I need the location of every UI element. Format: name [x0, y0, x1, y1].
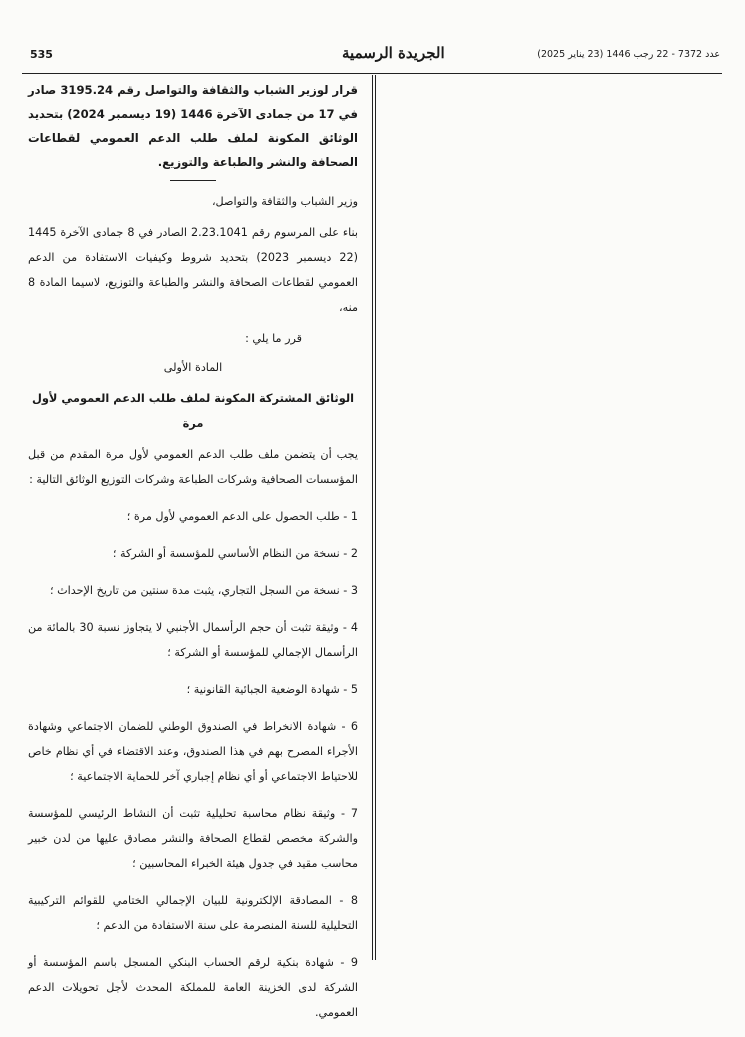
list-item: 4 - وثيقة تثبت أن حجم الرأسمال الأجنبي لا يتجاوز نسبة 30 بالمائة من الرأسمال الإجمالي للمؤسسة أو الشركة ؛: [28, 621, 358, 659]
list-item: 3 - نسخة من السجل التجاري، يثبت مدة سنتين من تاريخ الإحداث ؛: [50, 584, 358, 597]
minister-line: وزير الشباب والثقافة والتواصل،: [211, 195, 358, 208]
article-intro: يجب أن يتضمن ملف طلب الدعم العمومي لأول مرة المقدم من قبل المؤسسات الصحافية وشركات الطباعة وشركات التوزيع الوثائق التالية :: [28, 448, 358, 486]
list-item: 1 - طلب الحصول على الدعم العمومي لأول مرة ؛: [126, 510, 358, 523]
preamble: بناء على المرسوم رقم 2.23.1041 الصادر في 8 جمادى الآخرة 1445 (22 ديسمبر 2023) بتحديد شروط وكيفيات الاستفادة من الدعم العمومي لقطاعات الصحافة والنشر والطباعة والتوزيع، لاسيما المادة 8 منه،: [28, 226, 358, 314]
list-item: 8 - المصادقة الإلكترونية للبيان الإجمالي الختامي للقوائم التركيبية التحليلية للسنة المنصرمة على سنة الاستفادة من الدعم ؛: [28, 894, 358, 932]
decree-title: قرار لوزير الشباب والثقافة والتواصل رقم 3195.24 صادر في 17 من جمادى الآخرة 1446 (19 ديسمبر 2024) بتحديد الوثائق المكونة لملف طلب الدعم العمومي لقطاعات الصحافة والنشر والطباعة والتوزيع.: [28, 83, 359, 169]
column-divider: [372, 75, 373, 960]
list-item: 2 - نسخة من النظام الأساسي للمؤسسة أو الشركة ؛: [112, 547, 358, 560]
issue-info: عدد 7372 - 22 رجب 1446 (23 يناير 2025): [537, 49, 720, 60]
header-rule: [22, 73, 722, 74]
article-column: [28, 78, 358, 1037]
list-item: 5 - شهادة الوضعية الجبائية القانونية ؛: [186, 683, 358, 696]
list-item: 6 - شهادة الانخراط في الصندوق الوطني للضمان الاجتماعي وشهادة الأجراء المصرح بهم في هذا الصندوق، وعند الاقتضاء في أي نظام خاص للاحتياط الاجتماعي أو أي نظام إجباري آخر للحماية الاجتماعية ؛: [28, 720, 358, 783]
journal-title: الجريدة الرسمية: [342, 44, 445, 62]
list-item: 7 - وثيقة نظام محاسبة تحليلية تثبت أن النشاط الرئيسي للمؤسسة والشركة مخصص لقطاع الصحافة والنشر مصادق عليها من لدن خبير محاسب مقيد في جدول هيئة الخبراء المحاسبين ؛: [28, 807, 358, 870]
page-header: [22, 40, 722, 74]
column-divider-inner: [375, 75, 376, 960]
title-separator: [170, 180, 216, 181]
page-number: 535: [30, 48, 53, 61]
list-item: 9 - شهادة بنكية لرقم الحساب البنكي المسجل باسم المؤسسة أو الشركة لدى الخزينة العامة للمملكة المحدث لأجل تحويلات الدعم العمومي.: [28, 956, 358, 1019]
article-heading: الوثائق المشتركة المكونة لملف طلب الدعم العمومي لأول مرة: [31, 391, 355, 430]
article-number: المادة الأولى: [163, 361, 223, 374]
decides-line: قرر ما يلي :: [245, 332, 302, 345]
